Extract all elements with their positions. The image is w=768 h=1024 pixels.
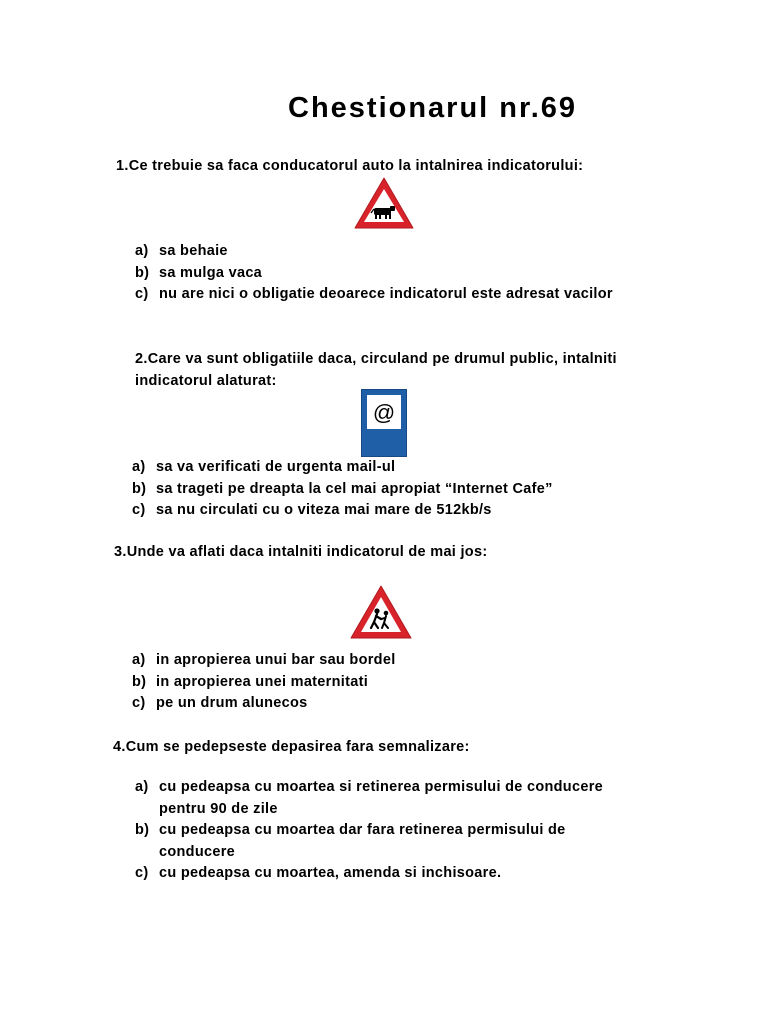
option-letter: c) <box>132 502 146 518</box>
answer-option[interactable] <box>135 241 655 263</box>
option-text: sa nu circulati cu o viteza mai mare de 512kb/s <box>156 502 492 518</box>
option-text: cu pedeapsa cu moartea si retinerea permisului de conducere pentru 90 de zile <box>159 779 603 817</box>
answer-option[interactable] <box>132 650 672 672</box>
question-1-options <box>135 241 655 306</box>
option-text: sa trageti pe dreapta la cel mai apropiat “Internet Cafe” <box>156 480 553 497</box>
option-letter: c) <box>135 865 149 881</box>
question-1-text: 1.Ce trebuie sa faca conducatorul auto la intalnirea indicatorului: <box>116 158 584 174</box>
option-letter: a) <box>132 459 146 475</box>
answer-option[interactable] <box>132 479 672 501</box>
option-letter: b) <box>132 673 147 690</box>
option-text: cu pedeapsa cu moartea dar fara retinerea permisului de conducere <box>159 822 566 860</box>
question-4-text: 4.Cum se pedepseste depasirea fara semnalizare: <box>113 739 470 755</box>
option-letter: a) <box>135 779 149 795</box>
option-text: nu are nici o obligatie deoarece indicatorul este adresat vacilor <box>159 286 613 302</box>
at-symbol: @ <box>372 400 396 425</box>
option-letter: b) <box>132 480 147 497</box>
at-sign-information-sign-icon <box>361 389 407 457</box>
answer-option[interactable] <box>132 500 672 522</box>
option-text: sa va verificati de urgenta mail-ul <box>156 459 396 475</box>
option-letter: c) <box>135 286 149 302</box>
children-crossing-warning-sign-icon <box>348 583 414 641</box>
answer-option[interactable] <box>135 777 675 820</box>
answer-option[interactable] <box>135 263 655 285</box>
question-2-options <box>132 457 672 522</box>
question-3-text: 3.Unde va aflati daca intalniti indicatorul de mai jos: <box>114 544 488 560</box>
option-letter: c) <box>132 695 146 711</box>
option-text: in apropierea unei maternitati <box>156 673 369 690</box>
cattle-warning-sign-icon <box>352 175 416 231</box>
answer-option[interactable] <box>132 457 672 479</box>
page-title: Chestionarul nr.69 <box>288 92 578 124</box>
question-4-options <box>135 777 675 885</box>
answer-option[interactable] <box>135 820 675 863</box>
answer-option[interactable] <box>135 863 675 885</box>
option-text: sa mulga vaca <box>159 264 263 281</box>
option-letter: b) <box>135 264 150 281</box>
answer-option[interactable] <box>132 693 672 715</box>
answer-option[interactable] <box>132 672 672 694</box>
option-text: sa behaie <box>159 243 228 259</box>
option-text: cu pedeapsa cu moartea, amenda si inchisoare. <box>159 865 502 881</box>
option-letter: b) <box>135 822 150 838</box>
answer-option[interactable] <box>135 284 655 306</box>
option-text: in apropierea unui bar sau bordel <box>156 652 396 668</box>
option-letter: a) <box>135 243 149 259</box>
option-letter: a) <box>132 652 146 668</box>
question-2-text: 2.Care va sunt obligatiile daca, circuland pe drumul public, intalniti indicatorul alaturat: <box>135 351 617 389</box>
option-text: pe un drum alunecos <box>156 695 308 711</box>
question-3-options <box>132 650 672 715</box>
